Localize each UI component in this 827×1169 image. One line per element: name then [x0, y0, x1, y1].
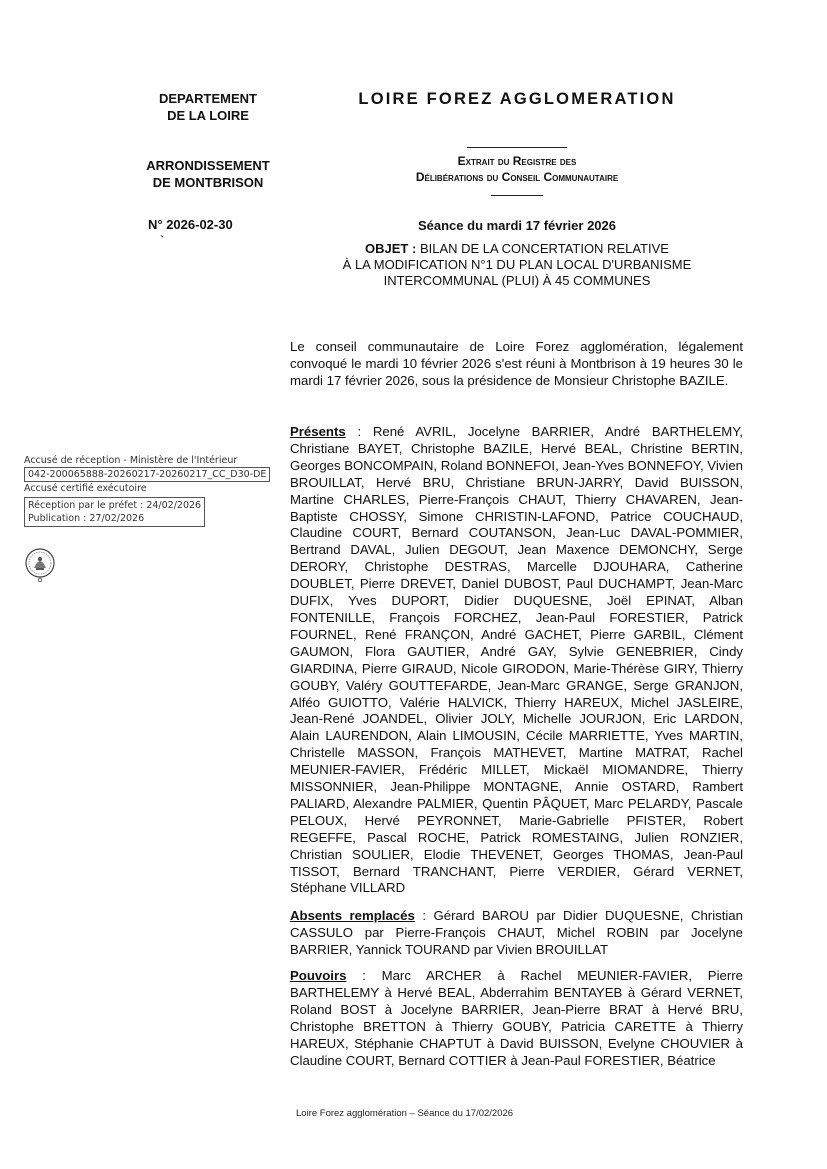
backtick-mark: ` [160, 233, 165, 248]
objet-label: OBJET : [365, 241, 417, 256]
extract-line-1: Extrait du Registre des [457, 154, 577, 168]
divider-top [467, 147, 567, 148]
absents-list: : Gérard BAROU par Didier DUQUESNE, Christian CASSULO par Pierre-François CHAUT, Michel ROBIN par Jocelyne BARRIER, Yannick TOURAND par Vivien BROUILLAT [290, 908, 743, 957]
intro-paragraph: Le conseil communautaire de Loire Forez agglomération, légalement convoqué le mardi 10 février 2026 s'est réuni à Montbrison à 19 heures 30 le mardi 17 février 2026, sous la présidence de Monsieur Christophe BAZILE. [290, 339, 743, 388]
pouvoirs-list: : Marc ARCHER à Rachel MEUNIER-FAVIER, Pierre BARTHELEMY à Hervé BEAL, Abderrahim BENTAYEB à Gérard VERNET, Roland BOST à Jocelyne BARRIER, Jean-Pierre BRAT à Hervé BRU, Christophe BRETTON à Thierry GOUBY, Patricia CARETTE à Thierry HAREUX, Stéphanie CHAPTUT à David BUISSON, Evelyne CHOUVIER à Claudine COURT, Bernard COTTIER à Jean-Paul FORESTIER, Béatrice [290, 968, 743, 1068]
objet-block [300, 241, 734, 289]
arrondissement-line-2: DE MONTBRISON [152, 175, 264, 190]
organization-title: LOIRE FOREZ AGGLOMERATION [358, 90, 676, 108]
department-line-2: DE LA LOIRE [167, 108, 249, 123]
page-footer: Loire Forez agglomération – Séance du 17/02/2026 [296, 1108, 514, 1119]
objet-line-1: BILAN DE LA CONCERTATION RELATIVE [419, 241, 669, 256]
absents-paragraph [290, 908, 743, 959]
acknowledgment-stamp [24, 454, 276, 527]
objet-line-2: À LA MODIFICATION N°1 DU PLAN LOCAL D'URBANISME [342, 257, 692, 272]
arrondissement-line-1: ARRONDISSEMENT [146, 158, 270, 173]
deliberation-number: N° 2026-02-30 [148, 217, 233, 232]
presents-paragraph [290, 424, 743, 897]
department-line-1: DEPARTEMENT [159, 91, 257, 106]
objet-line-3: INTERCOMMUNAL (PLUI) À 45 COMMUNES [383, 273, 651, 288]
stamp-id: 042-200065888-20260217-20260217_CC_D30-DE [24, 467, 270, 482]
absents-label: Absents remplacés [290, 908, 415, 923]
department-block [140, 90, 276, 124]
arrondissement-block [140, 157, 276, 191]
stamp-line-4: Réception par le préfet : 24/02/2026 [28, 500, 202, 511]
presents-list: : René AVRIL, Jocelyne BARRIER, André BARTHELEMY, Christiane BAYET, Christophe BAZILE, Hervé BEAL, Christine BERTIN, Georges BONCOMPAIN, Roland BONNEFOI, Jean-Yves BONNEFOY, Vivien BROUILLAT, Hervé BRU, Christiane BRUN-JARRY, David BUISSON, Martine CHARLES, Pierre-François CHAUT, Thierry CHAVAREN, Jean-Baptiste CHOSSY, Simone CHRISTIN-LAFOND, Patrice COUCHAUD, Claudine COURT, Bernard COUTANSON, Jean-Luc DAVAL-POMMIER, Bertrand DAVAL, Julien DEGOUT, Jean Maxence DEMONCHY, Serge DERORY, Christophe DESTRAS, Marcelle DJOUHARA, Catherine DOUBLET, Pierre DREVET, Daniel DUBOST, Paul DUCHAMPT, Jean-Marc DUFIX, Yves DUPORT, Didier DUQUESNE, Joël EPINAT, Alban FONTENILLE, François FORCHEZ, Jean-Paul FORESTIER, Patrick FOURNEL, René FRANÇON, André GACHET, Pierre GARBIL, Clément GAUMON, Flora GAUTIER, André GAY, Sylvie GENEBRIER, Cindy GIARDINA, Pierre GIRAUD, Nicole GIRODON, Marie-Thérèse GIRY, Thierry GOUBY, Valéry GOUTTEFARDE, Jean-Marc GRANGE, Serge GRANJON, Alféo GUIOTTO, Valérie HALVICK, Thierry HAREUX, Michel JASLEIRE, Jean-René JOANDEL, Olivier JOLY, Michelle JOURJON, Eric LARDON, Alain LAURENDON, Alain LIMOUSIN, Cécile MARRIETTE, Yves MARTIN, Christelle MASSON, François MATHEVET, Martine MATRAT, Rachel MEUNIER-FAVIER, Frédéric MILLET, Mickaël MIOMANDRE, Thierry MISSONNIER, Jean-Philippe MONTAGNE, Annie OSTARD, Rambert PALIARD, Alexandre PALMIER, Quentin PÂQUET, Marc PELARDY, Pascale PELOUX, Hervé PEYRONNET, Marie-Gabrielle PFISTER, Robert REGEFFE, Pascal ROCHE, Patrick ROMESTAING, Julien RONZIER, Christian SOULIER, Elodie THEVENET, Georges THOMAS, Jean-Paul TISSOT, Bernard TRANCHANT, Pierre VERDIER, Gérard VERNET, Stéphane VILLARD [290, 424, 743, 896]
stamp-line-3: Accusé certifié exécutoire [24, 483, 147, 494]
stamp-line-1: Accusé de réception - Ministère de l'Intérieur [24, 455, 238, 466]
presents-label: Présents [290, 424, 346, 439]
divider-bottom [491, 195, 543, 196]
seal-icon [24, 546, 56, 584]
extract-line-2: Délibérations du Conseil Communautaire [415, 170, 619, 184]
seance-date: Séance du mardi 17 février 2026 [417, 218, 616, 233]
pouvoirs-label: Pouvoirs [290, 968, 347, 983]
stamp-line-5: Publication : 27/02/2026 [28, 513, 145, 524]
pouvoirs-paragraph [290, 968, 743, 1069]
stamp-dates-box [24, 497, 205, 527]
extract-heading [300, 153, 734, 185]
